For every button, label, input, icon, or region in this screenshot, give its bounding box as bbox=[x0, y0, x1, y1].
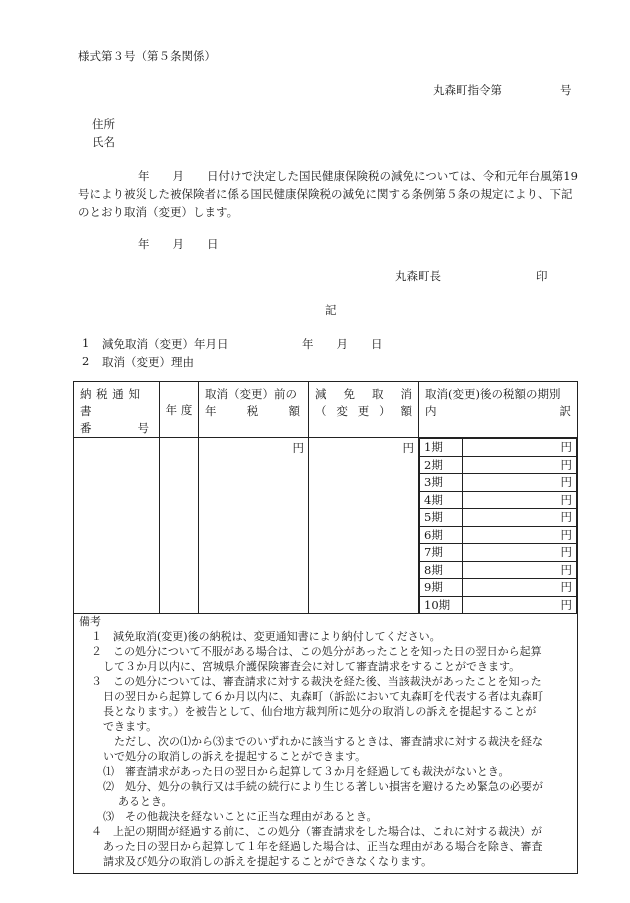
form-label: 様式第３号（第５条関係） bbox=[78, 49, 216, 63]
note-line: できます。 bbox=[103, 720, 158, 733]
note-line: 請求及び処分の取消しの訴えを提起することができなくなります。 bbox=[103, 855, 433, 868]
item-1-label: 減免取消（変更）年月日 bbox=[102, 337, 229, 351]
period-row: 1期 円 bbox=[420, 439, 577, 457]
notes-title: 備考 bbox=[79, 615, 101, 628]
header-exemption-amount: 減 免 取 消 （ 変 更 ） 額 bbox=[309, 382, 419, 438]
tax-table bbox=[73, 381, 578, 614]
period-table bbox=[419, 438, 577, 613]
address-label: 住所 bbox=[92, 117, 115, 131]
table-header-row bbox=[74, 382, 578, 438]
period-row: 8期 円 bbox=[420, 561, 577, 579]
issuer-title: 丸森町長 bbox=[395, 269, 441, 283]
body-line-2: 号により被災した被保険者に係る国民健康保険税の減免に関する条例第５条の規定により、下記 bbox=[78, 187, 573, 201]
item-1-number: 1 bbox=[82, 336, 90, 350]
note-line: ３ この処分については、審査請求に対する裁決を経た後、当該裁決があったことを知った bbox=[91, 675, 542, 688]
yen-unit: 円 bbox=[292, 441, 304, 455]
note-line: いで処分の取消しの訴えを提起することができます。 bbox=[103, 750, 367, 763]
header-notice-number: 納 税 通 知 書 番 号 bbox=[74, 382, 160, 438]
notice-number-cell bbox=[74, 438, 160, 614]
document-number-prefix: 丸森町指令第 bbox=[433, 83, 502, 97]
item-2-label: 取消（変更）理由 bbox=[102, 355, 194, 369]
period-row: 7期 円 bbox=[420, 544, 577, 562]
fiscal-year-cell bbox=[160, 438, 199, 614]
period-row: 9期 円 bbox=[420, 579, 577, 597]
table-body-row bbox=[74, 438, 578, 614]
note-line: ⑵ 処分、処分の執行又は手続の続行により生じる著しい損害を避けるため緊急の必要が bbox=[103, 780, 543, 793]
header-fiscal-year: 年 度 bbox=[160, 382, 199, 438]
note-line: ⑶ その他裁決を経ないことに正当な理由があるとき。 bbox=[103, 810, 378, 823]
name-label: 氏名 bbox=[92, 135, 115, 149]
note-line: あるとき。 bbox=[118, 795, 173, 808]
notes-box bbox=[73, 613, 578, 874]
period-row: 10期 円 bbox=[420, 596, 577, 613]
tax-before-cell bbox=[199, 438, 309, 614]
ki-heading: 記 bbox=[325, 303, 337, 317]
item-1-date: 年 月 日 bbox=[302, 337, 383, 351]
note-line: 長となります。）を被告として、仙台地方裁判所に処分の取消しの訴えを提起することが bbox=[103, 705, 537, 718]
period-row: 4期 円 bbox=[420, 491, 577, 509]
issue-date: 年 月 日 bbox=[138, 237, 219, 251]
yen-unit: 円 bbox=[402, 441, 414, 455]
period-row: 2期 円 bbox=[420, 456, 577, 474]
header-tax-before: 取消（変更）前の 年 税 額 bbox=[199, 382, 309, 438]
exemption-amount-cell bbox=[309, 438, 419, 614]
period-row: 3期 円 bbox=[420, 474, 577, 492]
seal-mark: 印 bbox=[536, 269, 548, 283]
period-row: 5期 円 bbox=[420, 509, 577, 527]
note-line: ただし、次の⑴から⑶までのいずれかに該当するときは、審査請求に対する裁決を経な bbox=[114, 735, 543, 748]
note-line: １ 減免取消(変更)後の納税は、変更通知書により納付してください。 bbox=[91, 630, 441, 643]
body-line-1: 年 月 日付けで決定した国民健康保険税の減免については、令和元年台風第19 bbox=[138, 169, 578, 183]
period-row: 6期 円 bbox=[420, 526, 577, 544]
item-2-number: 2 bbox=[82, 354, 90, 368]
header-tax-after-breakdown: 取消(変更)後の税額の期別 内 訳 bbox=[419, 382, 578, 438]
note-line: あった日の翌日から起算して１年を経過した場合は、正当な理由がある場合を除き、審査 bbox=[103, 840, 543, 853]
body-line-3: のとおり取消（変更）します。 bbox=[78, 205, 239, 219]
note-line: して３か月以内に、宮城県介護保険審査会に対して審査請求をすることができます。 bbox=[103, 660, 521, 673]
period-breakdown-cell bbox=[419, 438, 578, 614]
note-line: ⑴ 審査請求があった日の翌日から起算して３か月を経過しても裁決がないとき。 bbox=[103, 765, 510, 778]
note-line: ２ この処分について不服がある場合は、この処分があったことを知った日の翌日から起算 bbox=[91, 645, 542, 658]
note-line: 日の翌日から起算して６か月以内に、丸森町（訴訟において丸森町を代表する者は丸森町 bbox=[103, 690, 543, 703]
note-line: ４ 上記の期間が経過する前に、この処分（審査請求をした場合は、これに対する裁決）が bbox=[91, 825, 542, 838]
document-number-suffix: 号 bbox=[560, 83, 572, 97]
